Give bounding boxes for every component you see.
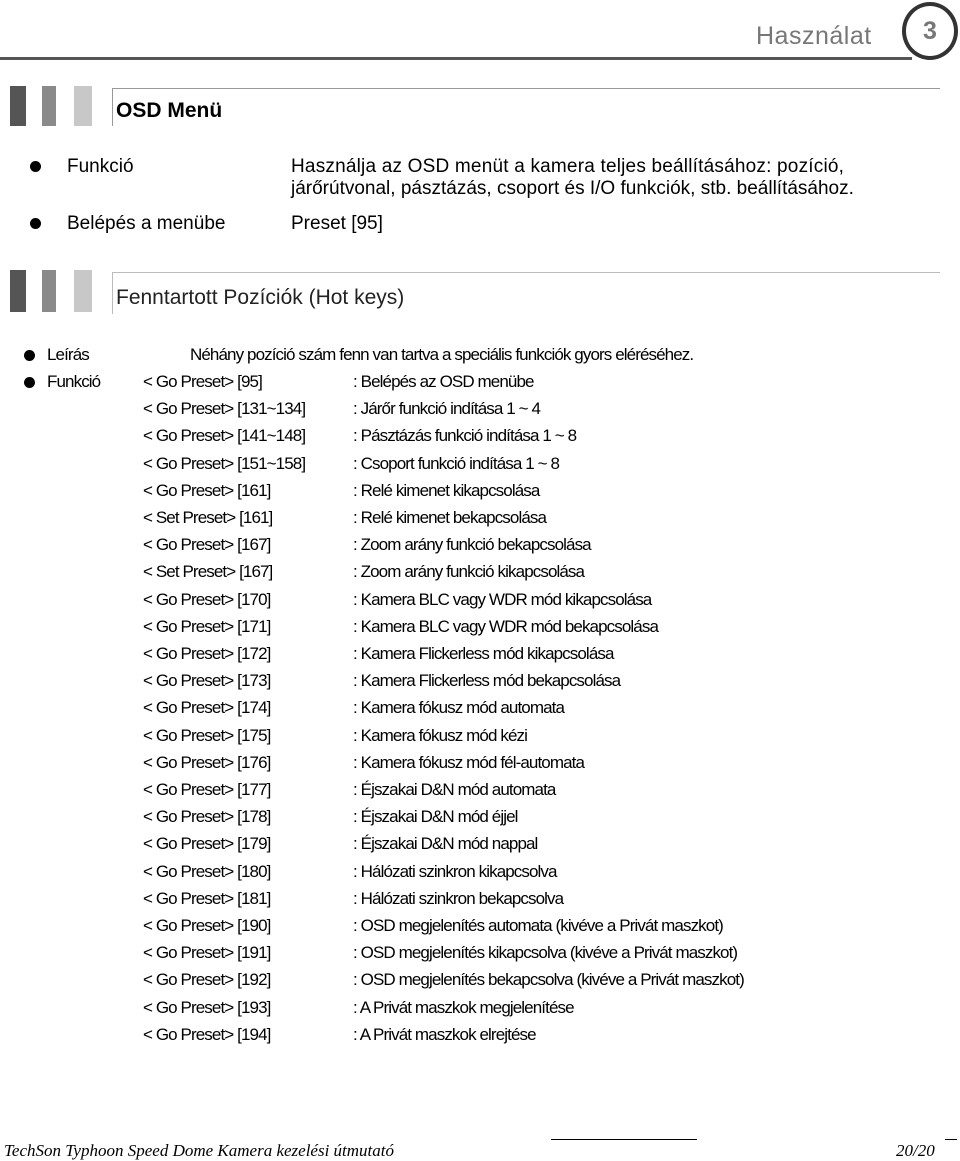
section-marker-bar-mid xyxy=(42,86,56,126)
footer-rule xyxy=(551,1139,697,1140)
section-rule xyxy=(112,88,940,89)
osd-item-label: Belépés a menübe xyxy=(67,213,226,234)
osd-item-text: Preset [95] xyxy=(291,213,383,234)
preset-description: : OSD megjelenítés kikapcsolva (kivéve a Privát maszkot) xyxy=(353,943,738,962)
preset-command: < Go Preset> [95] xyxy=(143,372,262,391)
preset-command: < Set Preset> [161] xyxy=(143,508,273,527)
footer-rule xyxy=(945,1139,957,1140)
preset-description: : Éjszakai D&N mód éjjel xyxy=(353,807,518,826)
section-marker-bar-mid xyxy=(42,270,56,312)
bullet-icon xyxy=(24,377,35,388)
section-title-osd: OSD Menü xyxy=(116,99,223,122)
chapter-badge xyxy=(902,2,958,60)
preset-description: : Hálózati szinkron bekapcsolva xyxy=(353,889,564,908)
preset-description: : OSD megjelenítés automata (kivéve a Privát maszkot) xyxy=(353,916,723,935)
preset-command: < Set Preset> [167] xyxy=(143,562,273,581)
preset-command: < Go Preset> [167] xyxy=(143,535,271,554)
footer-page-number: 20/20 xyxy=(896,1141,935,1160)
bullet-icon xyxy=(30,218,41,229)
preset-description: : Relé kimenet kikapcsolása xyxy=(353,481,540,500)
osd-item-text: járőrútvonal, pásztázás, csoport és I/O funkciók, stb. beállításához. xyxy=(291,178,854,199)
preset-description: : Kamera Flickerless mód kikapcsolása xyxy=(353,644,614,663)
preset-description: : Relé kimenet bekapcsolása xyxy=(353,508,547,527)
preset-command: < Go Preset> [173] xyxy=(143,671,271,690)
preset-command: < Go Preset> [141~148] xyxy=(143,426,306,445)
chapter-number: 3 xyxy=(923,16,937,45)
preset-description: : Kamera BLC vagy WDR mód kikapcsolása xyxy=(353,590,652,609)
section-title-hotkeys: Fenntartott Pozíciók (Hot keys) xyxy=(116,286,405,309)
preset-description: : Kamera BLC vagy WDR mód bekapcsolása xyxy=(353,617,658,636)
preset-description: : Kamera fókusz mód kézi xyxy=(353,726,527,745)
section-marker-bar-dark xyxy=(10,86,26,126)
preset-command: < Go Preset> [193] xyxy=(143,998,271,1017)
preset-description: : Járőr funkció indítása 1 ~ 4 xyxy=(353,399,541,418)
preset-command: < Go Preset> [180] xyxy=(143,862,271,881)
section-divider xyxy=(112,88,113,126)
preset-description: : Éjszakai D&N mód automata xyxy=(353,780,556,799)
preset-description: : Zoom arány funkció bekapcsolása xyxy=(353,535,591,554)
preset-command: < Go Preset> [177] xyxy=(143,780,271,799)
preset-command: < Go Preset> [181] xyxy=(143,889,271,908)
osd-item-text: Használja az OSD menüt a kamera teljes beállításához: pozíció, xyxy=(291,156,845,177)
preset-description: : A Privát maszkok megjelenítése xyxy=(353,998,574,1017)
osd-item-label: Funkció xyxy=(67,156,134,177)
section-rule xyxy=(112,272,940,273)
preset-command: < Go Preset> [131~134] xyxy=(143,399,306,418)
preset-command: < Go Preset> [179] xyxy=(143,834,271,853)
preset-command: < Go Preset> [191] xyxy=(143,943,271,962)
hotkeys-desc-label: Leírás xyxy=(47,345,89,364)
section-marker-bar-light xyxy=(74,86,92,126)
preset-command: < Go Preset> [175] xyxy=(143,726,271,745)
preset-command: < Go Preset> [170] xyxy=(143,590,271,609)
preset-description: : Zoom arány funkció kikapcsolása xyxy=(353,562,585,581)
preset-command: < Go Preset> [178] xyxy=(143,807,271,826)
preset-description: : Hálózati szinkron kikapcsolva xyxy=(353,862,557,881)
preset-command: < Go Preset> [174] xyxy=(143,698,271,717)
preset-description: : Kamera fókusz mód automata xyxy=(353,698,565,717)
bullet-icon xyxy=(30,161,41,172)
hotkeys-func-label: Funkció xyxy=(47,372,101,391)
preset-description: : Kamera fókusz mód fél-automata xyxy=(353,753,585,772)
section-marker-bar-dark xyxy=(10,270,26,312)
preset-command: < Go Preset> [172] xyxy=(143,644,271,663)
section-divider xyxy=(112,272,113,314)
hotkeys-desc-text: Néhány pozíció szám fenn van tartva a speciális funkciók gyors eléréséhez. xyxy=(190,345,694,364)
footer-document-title: TechSon Typhoon Speed Dome Kamera kezelési útmutató xyxy=(4,1141,394,1160)
preset-command: < Go Preset> [194] xyxy=(143,1025,271,1044)
preset-command: < Go Preset> [176] xyxy=(143,753,271,772)
preset-command: < Go Preset> [161] xyxy=(143,481,271,500)
preset-description: : Csoport funkció indítása 1 ~ 8 xyxy=(353,454,560,473)
preset-description: : Éjszakai D&N mód nappal xyxy=(353,834,538,853)
preset-description: : OSD megjelenítés bekapcsolva (kivéve a Privát maszkot) xyxy=(353,970,744,989)
preset-description: : A Privát maszkok elrejtése xyxy=(353,1025,536,1044)
preset-description: : Belépés az OSD menübe xyxy=(353,372,534,391)
preset-command: < Go Preset> [190] xyxy=(143,916,271,935)
section-marker-bar-light xyxy=(74,270,92,312)
bullet-icon xyxy=(24,350,35,361)
header-rule xyxy=(0,57,912,60)
preset-command: < Go Preset> [151~158] xyxy=(143,454,306,473)
preset-description: : Pásztázás funkció indítása 1 ~ 8 xyxy=(353,426,577,445)
preset-description: : Kamera Flickerless mód bekapcsolása xyxy=(353,671,621,690)
preset-command: < Go Preset> [192] xyxy=(143,970,271,989)
page-header-title: Használat xyxy=(756,22,872,50)
preset-command: < Go Preset> [171] xyxy=(143,617,271,636)
